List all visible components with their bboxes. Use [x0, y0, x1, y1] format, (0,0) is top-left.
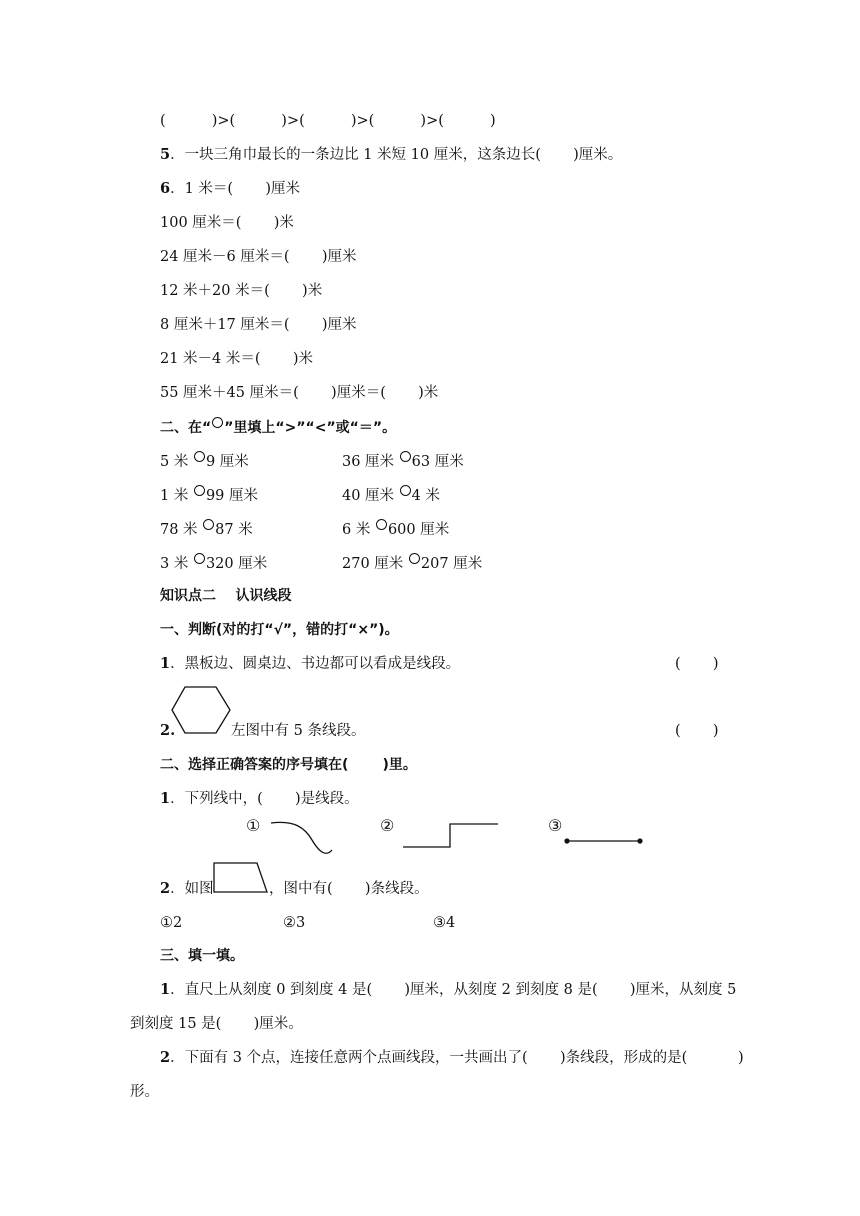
compare-right: 63 厘米 — [411, 454, 464, 470]
q6-line: 21 米－4 米＝( )米 — [160, 351, 313, 367]
compare-item — [160, 485, 258, 506]
choice-option[interactable]: ②3 — [283, 915, 306, 931]
fill-question-2-line: ．下面有 3 个点，连接任意两个点画线段，一共画出了( )条线段，形成的是( ) — [170, 1050, 744, 1066]
circle-icon[interactable] — [400, 485, 411, 496]
fill-question-1-line: ．直尺上从刻度 0 到刻度 4 是( )厘米，从刻度 2 到刻度 8 是( )厘米，从刻度 5 — [170, 982, 737, 998]
compare-right: 320 厘米 — [205, 556, 268, 572]
section-judge-title: 一、判断(对的打“√”，错的打“×”)。 — [160, 622, 399, 638]
fill-question-2-line: 形。 — [130, 1084, 159, 1100]
question-number: 1 — [160, 981, 171, 998]
circle-icon[interactable] — [400, 451, 411, 462]
question-number: 1 — [160, 655, 171, 672]
circle-icon[interactable] — [194, 485, 205, 496]
question-number: 2 — [160, 1049, 171, 1066]
answer-paren[interactable]: ( ) — [675, 723, 719, 739]
choose-question-1-text: ．下列线中，( )是线段。 — [170, 791, 359, 807]
title-part: 二、在“ — [160, 420, 212, 436]
choose-question-1 — [160, 789, 359, 809]
hexagon-figure — [171, 686, 231, 736]
choose-question-2-pre: ．如图 — [170, 881, 214, 897]
circle-icon[interactable] — [203, 519, 214, 530]
question-number: 2. — [160, 722, 176, 739]
line-segment-figure — [563, 836, 645, 846]
curved-line-figure — [270, 820, 335, 860]
section-fill-title: 三、填一填。 — [160, 948, 244, 964]
option-marker: ③ — [548, 816, 563, 835]
option-marker: ② — [380, 816, 395, 835]
judge-question-1 — [160, 654, 460, 674]
compare-left: 78 米 — [160, 522, 198, 538]
fill-question-1-line: 到刻度 15 是( )厘米。 — [130, 1016, 303, 1032]
q6-line: 8 厘米＋17 厘米＝( )厘米 — [160, 317, 357, 333]
question-number: 6 — [160, 180, 171, 197]
trapezoid-figure — [213, 862, 269, 894]
judge-question-2 — [160, 721, 175, 741]
circle-icon[interactable] — [376, 519, 387, 530]
title-part: ”里填上“>”“<”或“＝”。 — [224, 420, 397, 436]
compare-item — [342, 451, 464, 472]
choice-option[interactable]: ①2 — [160, 915, 183, 931]
q6-line: 55 厘米＋45 厘米＝( )厘米＝( )米 — [160, 385, 439, 401]
section-choose-title: 二、选择正确答案的序号填在( )里。 — [160, 757, 417, 773]
compare-item — [160, 519, 253, 540]
order-blanks-line: ( )>( )>( )>( )>( ) — [160, 113, 496, 129]
knowledge-point-heading: 知识点二 认识线段 — [160, 588, 292, 604]
compare-left: 1 米 — [160, 488, 189, 504]
choose-question-2-lead — [160, 879, 214, 899]
judge-text: ．黑板边、圆桌边、书边都可以看成是线段。 — [170, 656, 461, 672]
circle-icon[interactable] — [409, 553, 420, 564]
question-number: 1 — [160, 790, 171, 807]
compare-item — [342, 485, 440, 506]
question-5 — [160, 145, 622, 165]
compare-left: 40 厘米 — [342, 488, 395, 504]
question-6-first-line: ．1 米＝( )厘米 — [170, 181, 301, 197]
compare-item — [160, 553, 267, 574]
q6-line: 24 厘米－6 厘米＝( )厘米 — [160, 249, 357, 265]
compare-right: 87 米 — [215, 522, 253, 538]
circle-icon[interactable] — [194, 553, 205, 564]
compare-item — [160, 451, 249, 472]
circle-icon — [212, 417, 223, 428]
compare-right: 9 厘米 — [205, 454, 249, 470]
compare-left: 5 米 — [160, 454, 189, 470]
compare-right: 99 厘米 — [205, 488, 259, 504]
question-number: 2 — [160, 880, 171, 897]
option-marker: ① — [246, 816, 261, 835]
q6-line: 12 米＋20 米＝( )米 — [160, 283, 323, 299]
question-6 — [160, 179, 300, 199]
choose-question-2-post: ，图中有( )条线段。 — [269, 881, 429, 897]
fill-question-2 — [160, 1048, 744, 1068]
question-number: 5 — [160, 146, 171, 163]
compare-left: 3 米 — [160, 556, 189, 572]
compare-right: 600 厘米 — [387, 522, 450, 538]
fill-question-1 — [160, 980, 736, 1000]
compare-left: 36 厘米 — [342, 454, 395, 470]
compare-left: 6 米 — [342, 522, 371, 538]
judge-text: 左图中有 5 条线段。 — [231, 723, 366, 739]
compare-right: 207 厘米 — [420, 556, 483, 572]
section-compare-title — [160, 417, 396, 438]
compare-right: 4 米 — [411, 488, 441, 504]
circle-icon[interactable] — [194, 451, 205, 462]
q6-line: 100 厘米＝( )米 — [160, 215, 294, 231]
answer-paren[interactable]: ( ) — [675, 656, 719, 672]
compare-item — [342, 553, 482, 574]
compare-left: 270 厘米 — [342, 556, 404, 572]
question-5-text: ．一块三角巾最长的一条边比 1 米短 10 厘米，这条边长( )厘米。 — [170, 147, 623, 163]
step-line-figure — [402, 822, 500, 848]
compare-item — [342, 519, 449, 540]
choice-option[interactable]: ③4 — [433, 915, 456, 931]
